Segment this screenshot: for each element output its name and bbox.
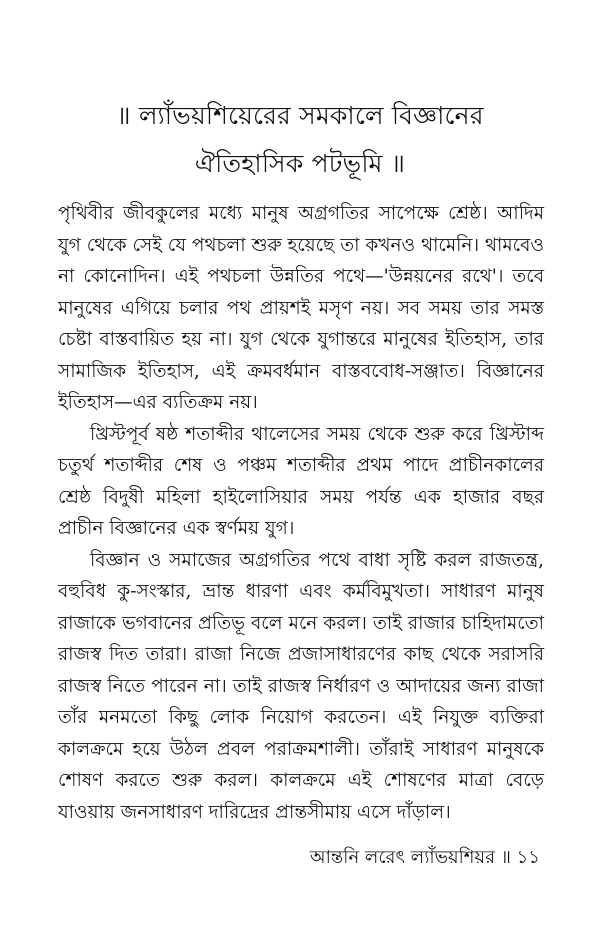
page-footer [310, 843, 540, 874]
body-text [58, 198, 544, 828]
footer-separator: ॥ [500, 847, 511, 868]
chapter-title-line-2: ঐতিহাসিক পটভূমি ॥ [194, 149, 406, 178]
page-number: ১১ [516, 847, 540, 868]
chapter-title-line-1: ॥ ল্যাঁভয়শিয়েরের সমকালে বিজ্ঞানের [116, 101, 484, 130]
paragraph-2: খ্রিস্টপূর্ব ষষ্ঠ শতাব্দীর থালেসের সময় থেকে শুরু করে খ্রিস্টাব্দ চতুর্থ শতাব্দীর শেষ ও পঞ্চম শতাব্দীর প্রথম পাদে প্রাচীনকালের শ্রেষ্ঠ বিদুষী মহিলা হাইলোসিয়ার সময় পর্যন্ত এক হাজার বছর প্রাচীন বিজ্ঞানের এক স্বর্ণময় যুগ। [58, 423, 544, 539]
paragraph-1: পৃথিবীর জীবকুলের মধ্যে মানুষ অগ্রগতির সাপেক্ষে শ্রেষ্ঠ। আদিম যুগ থেকে সেই যে পথচলা শুরু হয়েছে তা কখনও থামেনি। থামবেও না কোনোদিন। এই পথচলা উন্নতির পথে—'উন্নয়নের রথে'। তবে মানুষের এগিয়ে চলার পথ প্রায়শই মসৃণ নয়। সব সময় তার সমস্ত চেষ্টা বাস্তবায়িত হয় না। যুগ থেকে যুগান্তরে মানুষের ইতিহাস, তার সামাজিক ইতিহাস, এই ক্রমবর্ধমান বাস্তববোধ-সঞ্জাত। বিজ্ঞানের ইতিহাস—এর ব্যতিক্রম নয়। [58, 203, 544, 413]
running-head: আন্তনি লরেৎ ল্যাঁভয়শিয়র [309, 847, 495, 868]
paragraph-3: বিজ্ঞান ও সমাজের অগ্রগতির পথে বাধা সৃষ্টি করল রাজতন্ত্র, বহুবিধ কু-সংস্কার, ভ্রান্ত ধারণা এবং কর্মবিমুখতা। সাধারণ মানুষ রাজাকে ভগবানের প্রতিভূ বলে মনে করল। তাই রাজার চাহিদামতো রাজস্ব দিত তারা। রাজা নিজে প্রজাসাধারণের কাছ থেকে সরাসরি রাজস্ব নিতে পারেন না। তাই রাজস্ব নির্ধারণ ও আদায়ের জন্য রাজা তাঁর মনমতো কিছু লোক নিয়োগ করতেন। এই নিযুক্ত ব্যক্তিরা কালক্রমে হয়ে উঠল প্রবল পরাক্রমশালী। তাঁরাই সাধারণ মানুষকে শোষণ করতে শুরু করল। কালক্রমে এই শোষণের মাত্রা বেড়ে যাওয়ায় জনসাধারণ দারিদ্রের প্রান্তসীমায় এসে দাঁড়াল। [58, 549, 544, 823]
chapter-title [40, 92, 560, 188]
